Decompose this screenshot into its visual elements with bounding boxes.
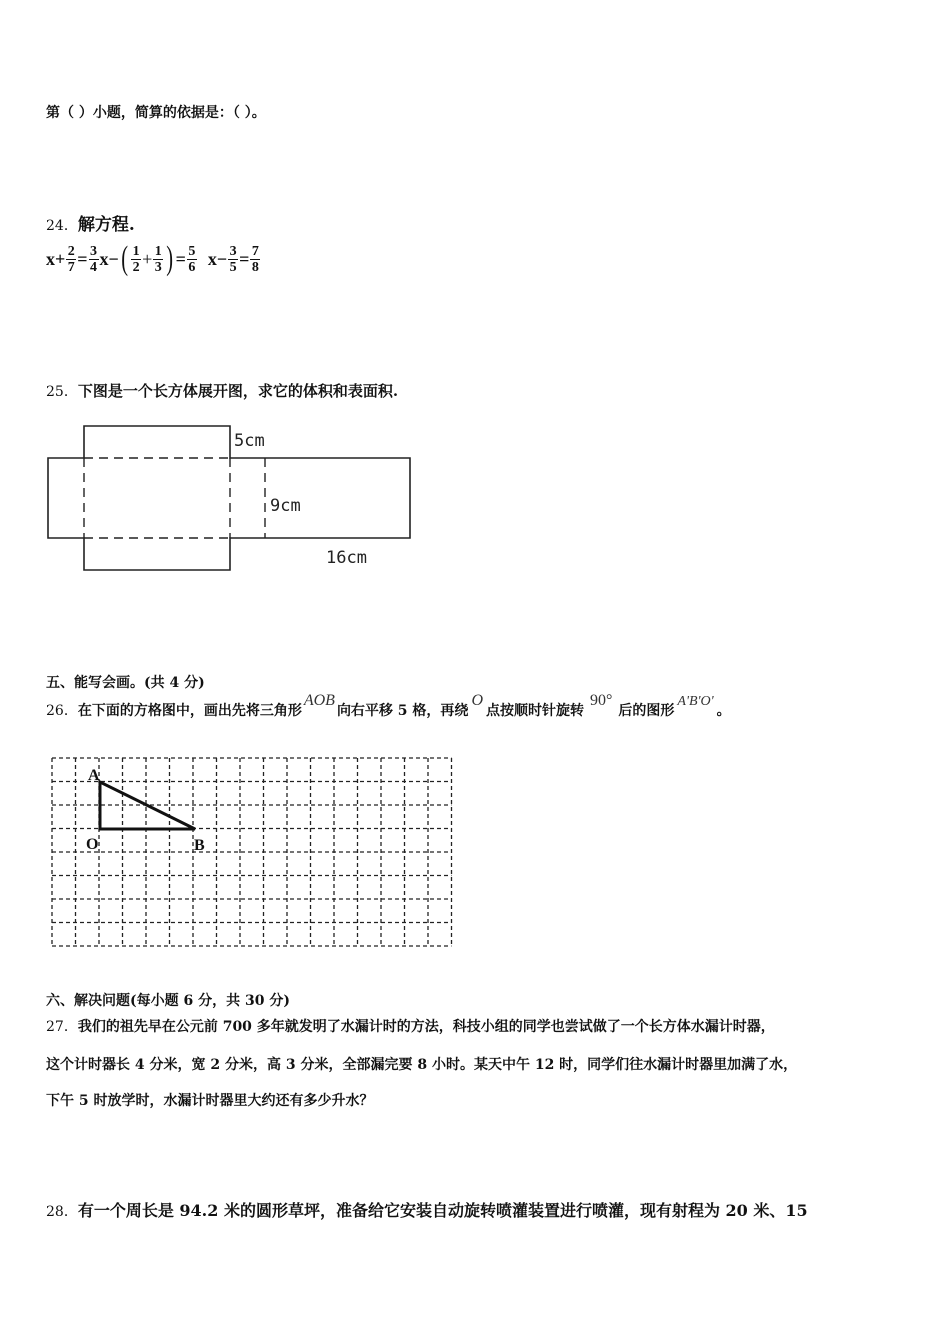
numerator: 1: [132, 243, 140, 259]
q26-math-result: A'B'O': [677, 694, 714, 709]
q24-equations: x + $\frac{2}{7}$ = $\frac{3}{4}$ x − ( $\frac{1}{2}$ + $\frac{1}{3}$ ) = $\frac{5}{6}$ x − $\frac{3}{5}$ = $\frac{7}{8}$: [46, 240, 259, 277]
section5-title: 五、能写会画。(共 4 分): [46, 675, 205, 691]
eq1-equals2: =: [175, 248, 186, 269]
section6-title: 六、解决问题(每小题 6 分，共 30 分): [46, 993, 290, 1009]
denominator: 7: [67, 259, 75, 275]
right-paren: ): [166, 240, 174, 277]
left-paren: (: [121, 240, 128, 277]
eq1-minus: −: [108, 248, 119, 269]
q27-line1-text: 我们的祖先早在公元前 700 多年就发明了水漏计时的方法，科技小组的同学也尝试做了一个长方体水漏计时器，: [77, 1019, 775, 1035]
denominator: 5: [229, 259, 237, 275]
q26-math-o: O: [471, 692, 483, 709]
eq2-minus: −: [216, 248, 228, 269]
label-b: B: [194, 837, 205, 854]
q28-text: 有一个周长是 94.2 米的圆形草坪，准备给它安装自动旋转喷灌装置进行喷灌，现有射程为 20 米、15: [77, 1201, 808, 1220]
q26-number: 26．: [46, 703, 78, 719]
q26-text-e: 。: [716, 703, 731, 719]
eq1-fraction-4: [153, 244, 163, 275]
label-16cm: 16cm: [326, 548, 367, 568]
q28-line: [46, 1198, 808, 1221]
label-a: A: [88, 767, 100, 784]
cuboid-net-diagram: [40, 418, 420, 578]
label-o: O: [86, 836, 99, 853]
q28-number: 28．: [46, 1204, 78, 1220]
grid-diagram: [46, 752, 458, 954]
numerator: 7: [251, 243, 259, 259]
numerator: 1: [154, 243, 162, 259]
q23-tail-text: 第（ ）小题，简算的依据是：（ ）。: [46, 105, 266, 121]
numerator: 2: [67, 243, 75, 259]
numerator: 5: [188, 243, 196, 259]
eq1-x: x: [46, 248, 55, 269]
q26-text-b: 向右平移 5 格，再绕: [336, 703, 469, 719]
eq1-fraction-5: [187, 244, 197, 275]
eq2-equals: =: [239, 248, 250, 269]
eq1-equals: =: [77, 248, 88, 269]
q26-text-c: 点按顺时针旋转: [486, 703, 584, 719]
denominator: 3: [154, 259, 162, 275]
label-9cm: 9cm: [270, 496, 301, 516]
q26-text-a: 在下面的方格图中，画出先将三角形: [77, 703, 302, 719]
denominator: 4: [90, 259, 98, 275]
eq2-fraction-2: [250, 244, 260, 275]
eq2-fraction-1: [228, 244, 238, 275]
label-5cm: 5cm: [234, 431, 265, 451]
q27-line3: 下午 5 时放学时，水漏计时器里大约还有多少升水？: [46, 1093, 374, 1109]
q26-math-deg: 90°: [590, 692, 613, 709]
eq1-fraction-1: [66, 244, 76, 275]
numerator: 3: [90, 243, 98, 259]
q27-number: 27．: [46, 1019, 78, 1035]
denominator: 6: [188, 259, 196, 275]
q27-line1: [46, 1016, 775, 1036]
eq1-fraction-3: [131, 244, 141, 275]
q25-heading: [46, 380, 398, 401]
q25-number: 25．: [46, 384, 78, 400]
denominator: 2: [132, 259, 140, 275]
q24-title: 解方程.: [77, 215, 135, 235]
eq1-plus: +: [55, 248, 66, 269]
q26-heading: [46, 692, 731, 720]
eq2-x: x: [207, 248, 217, 269]
numerator: 3: [229, 243, 237, 259]
q24-heading: [46, 210, 135, 235]
eq1-x2: x: [99, 248, 109, 269]
q26-text-d: 后的图形: [618, 703, 675, 719]
q27-line2: 这个计时器长 4 分米，宽 2 分米，高 3 分米，全部漏完要 8 小时。某天中午 12 时，同学们往水漏计时器里加满了水，: [46, 1057, 798, 1073]
dashed-grid: [52, 758, 452, 946]
eq1-fraction-2: [89, 244, 99, 275]
q25-text: 下图是一个长方体展开图，求它的体积和表面积.: [77, 382, 399, 400]
q26-math-aob: AOB: [303, 692, 335, 709]
q24-number: 24．: [46, 218, 78, 234]
denominator: 8: [251, 259, 259, 275]
